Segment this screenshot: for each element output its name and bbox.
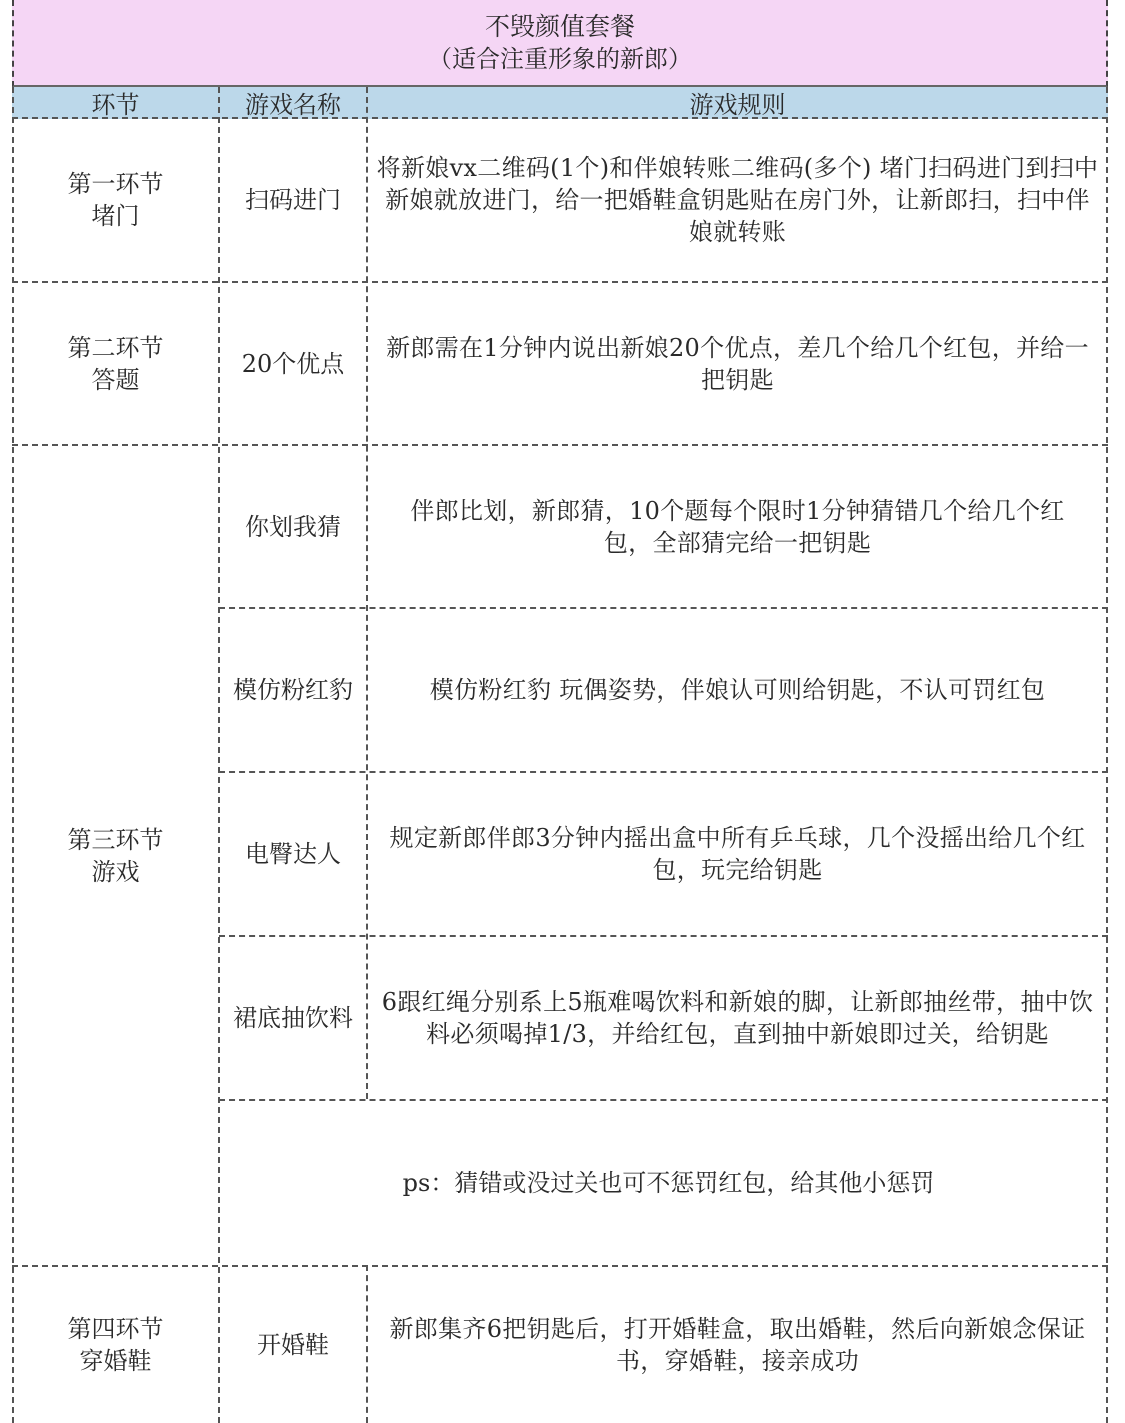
penalty-note: ps：猜错或没过关也可不惩罚红包，给其他小惩罚	[402, 1169, 935, 1197]
table-title-band	[12, 0, 1108, 87]
stage-sublabel: 堵门	[91, 202, 140, 230]
stage-cell	[12, 119, 219, 281]
game-name: 扫码进门	[245, 186, 341, 214]
stage-cell	[12, 283, 219, 444]
game-name: 你划我猜	[245, 512, 341, 541]
stage-label: 第三环节	[67, 825, 164, 854]
game-name: 20个优点	[241, 349, 345, 378]
stage-sublabel: 游戏	[91, 857, 140, 886]
table-subtitle: （适合注重形象的新郎）	[428, 44, 692, 73]
package-table	[12, 0, 1108, 1423]
game-name: 电臀达人	[245, 840, 341, 868]
game-name: 裙底抽饮料	[233, 1004, 353, 1032]
header-game: 游戏名称	[245, 90, 341, 119]
game-rule: 伴郎比划，新郎猜，10个题每个限时1分钟猜错几个给几个红包，全部猜完给一把钥匙	[410, 496, 1065, 557]
stage-sublabel: 穿婚鞋	[79, 1347, 152, 1375]
header-stage: 环节	[91, 90, 140, 119]
stage-label: 第一环节	[67, 170, 164, 198]
game-rule: 规定新郎伴郎3分钟内摇出盒中所有乒乓球，几个没摇出给几个红包，玩完给钥匙	[389, 824, 1086, 884]
game-rule: 6跟红绳分别系上5瓶难喝饮料和新娘的脚，让新郎抽丝带，抽中饮料必须喝掉1/3，并给红包，直到抽中新娘即过关，给钥匙	[381, 988, 1094, 1048]
stage-sublabel: 答题	[91, 365, 140, 394]
stage-label: 第二环节	[67, 333, 164, 362]
game-rule: 新郎需在1分钟内说出新娘20个优点，差几个给几个红包，并给一把钥匙	[386, 333, 1089, 394]
table-header	[12, 87, 1108, 119]
game-name: 模仿粉红豹	[233, 676, 353, 704]
game-rule: 将新娘vx二维码(1个)和伴娘转账二维码(多个) 堵门扫码进门到扫中新娘就放进门，给一把婚鞋盒钥匙贴在房门外，让新郎扫，扫中伴娘就转账	[376, 154, 1099, 246]
table-title: 不毁颜值套餐	[484, 11, 635, 41]
header-rule: 游戏规则	[689, 90, 786, 119]
stage-cell	[12, 1267, 219, 1423]
stage-label: 第四环节	[67, 1315, 164, 1343]
game-name: 开婚鞋	[257, 1331, 329, 1359]
game-rule: 新郎集齐6把钥匙后，打开婚鞋盒，取出婚鞋，然后向新娘念保证书，穿婚鞋，接亲成功	[389, 1315, 1086, 1375]
game-rule: 模仿粉红豹 玩偶姿势，伴娘认可则给钥匙，不认可罚红包	[429, 676, 1046, 704]
stage-cell	[12, 446, 219, 1265]
